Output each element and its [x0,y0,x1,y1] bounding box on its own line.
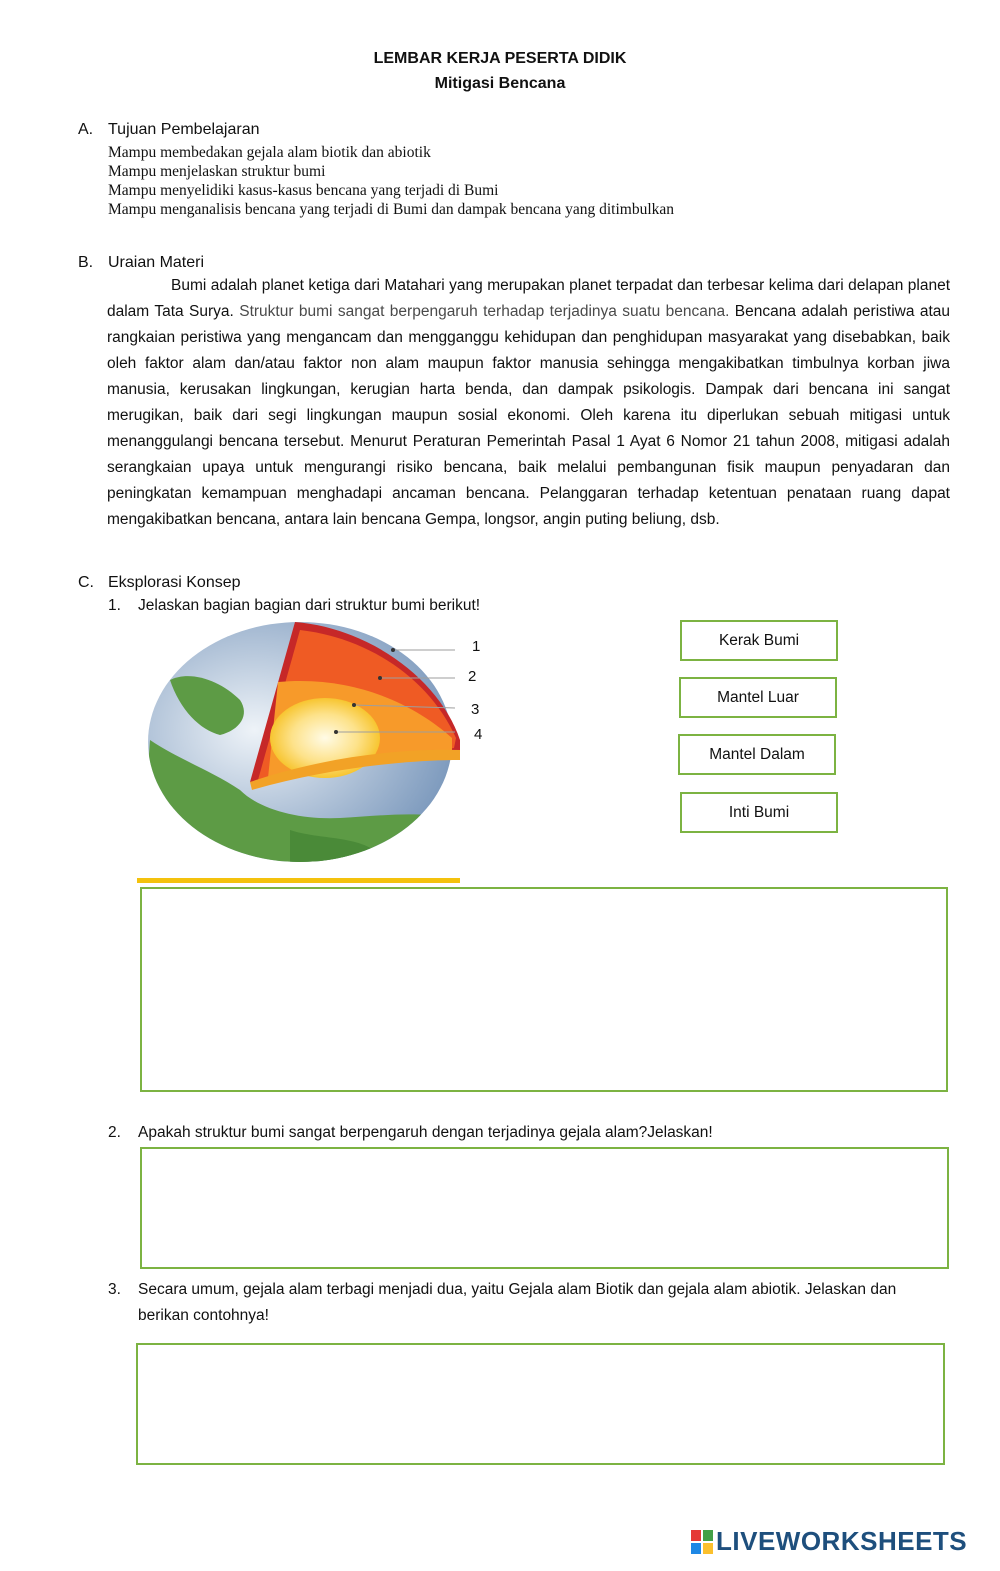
objectives-list [108,143,674,219]
question-number: 1. [108,597,121,614]
objective-item: Mampu menjelaskan struktur bumi [108,163,326,180]
highlight-bar [137,878,460,883]
label-mantel-dalam[interactable]: Mantel Dalam [678,734,836,775]
leader-dot-4 [334,730,338,734]
material-paragraph [107,273,950,533]
section-b-marker: B. [78,254,94,271]
label-mantel-luar[interactable]: Mantel Luar [679,677,837,718]
objective-item: Mampu menganalisis bencana yang terjadi di Bumi dan dampak bencana yang ditimbulkan [108,201,675,218]
objective-item: Mampu menyelidiki kasus-kasus bencana yang terjadi di Bumi [108,182,499,199]
page-title: LEMBAR KERJA PESERTA DIDIK [373,50,627,67]
paragraph-part-1: Bumi adalah planet ketiga dari Matahari yang merupakan planet terpadat dan terbesar kelima dari delapan planet dalam Tata Surya. [107,277,950,320]
page-subtitle: Mitigasi Bencana [434,75,566,92]
liveworksheets-logo[interactable] [690,1526,967,1557]
section-a-title: Tujuan Pembelajaran [108,121,260,138]
label-inti-bumi[interactable]: Inti Bumi [680,792,838,833]
question-text: Secara umum, gejala alam terbagi menjadi dua, yaitu Gejala alam Biotik dan gejala alam abiotik. Jelaskan dan berikan contohnya! [138,1281,897,1324]
question-2 [108,1120,713,1146]
earth-structure-diagram [140,620,483,870]
section-a-marker: A. [78,121,94,138]
section-b-heading [78,254,204,272]
leader-dot-1 [391,648,395,652]
question-3 [108,1277,950,1329]
label-kerak-bumi[interactable]: Kerak Bumi [680,620,838,661]
leader-dot-2 [378,676,382,680]
section-c-marker: C. [78,574,94,591]
paragraph-part-2: Struktur bumi sangat berpengaruh terhadap terjadinya suatu bencana. [239,303,730,320]
objective-item: Mampu membedakan gejala alam biotik dan abiotik [108,144,431,161]
section-c-title: Eksplorasi Konsep [108,574,241,591]
answer-box-1[interactable] [140,887,948,1092]
section-a-heading [78,121,260,139]
logo-icon [690,1529,714,1555]
answer-box-2[interactable] [140,1147,949,1269]
diagram-number-4: 4 [474,726,483,743]
answer-box-3[interactable] [136,1343,945,1465]
diagram-number-2: 2 [468,668,477,685]
question-1 [108,593,481,619]
leader-dot-3 [352,703,356,707]
section-b-title: Uraian Materi [108,254,205,271]
question-number: 3. [108,1281,121,1298]
diagram-number-1: 1 [472,638,481,655]
logo-text: LIVEWORKSHEETS [716,1526,968,1556]
diagram-number-3: 3 [471,701,480,718]
question-text: Apakah struktur bumi sangat berpengaruh dengan terjadinya gejala alam?Jelaskan! [138,1124,713,1141]
section-c-heading [78,574,241,592]
question-text: Jelaskan bagian bagian dari struktur bumi berikut! [138,597,481,614]
question-number: 2. [108,1124,121,1141]
paragraph-part-3: Bencana adalah peristiwa atau rangkaian peristiwa yang mengancam dan mengganggu kehidupan dan penghidupan masyarakat yang disebabkan, baik oleh faktor alam dan/atau faktor non alam maupun faktor manusia sehingga mengakibatkan timbulnya korban jiwa manusia, kerusakan lingkungan, kerugian harta benda, dan dampak psikologis. Dampak dari bencana ini sangat merugikan, baik dari segi lingkungan maupun sosial ekonomi. Oleh karena itu diperlukan sebuah mitigasi untuk menanggulangi bencana tersebut. Menurut Peraturan Pemerintah Pasal 1 Ayat 6 Nomor 21 tahun 2008, mitigasi adalah serangkaian upaya untuk mengurangi risiko bencana, baik melalui pembangunan fisik maupun penyadaran dan peningkatan kemampuan menghadapi ancaman bencana. Pelanggaran terhadap ketentuan penataan ruang dapat mengakibatkan bencana, antara lain bencana Gempa, longsor, angin puting beliung, dsb. [107,303,951,528]
